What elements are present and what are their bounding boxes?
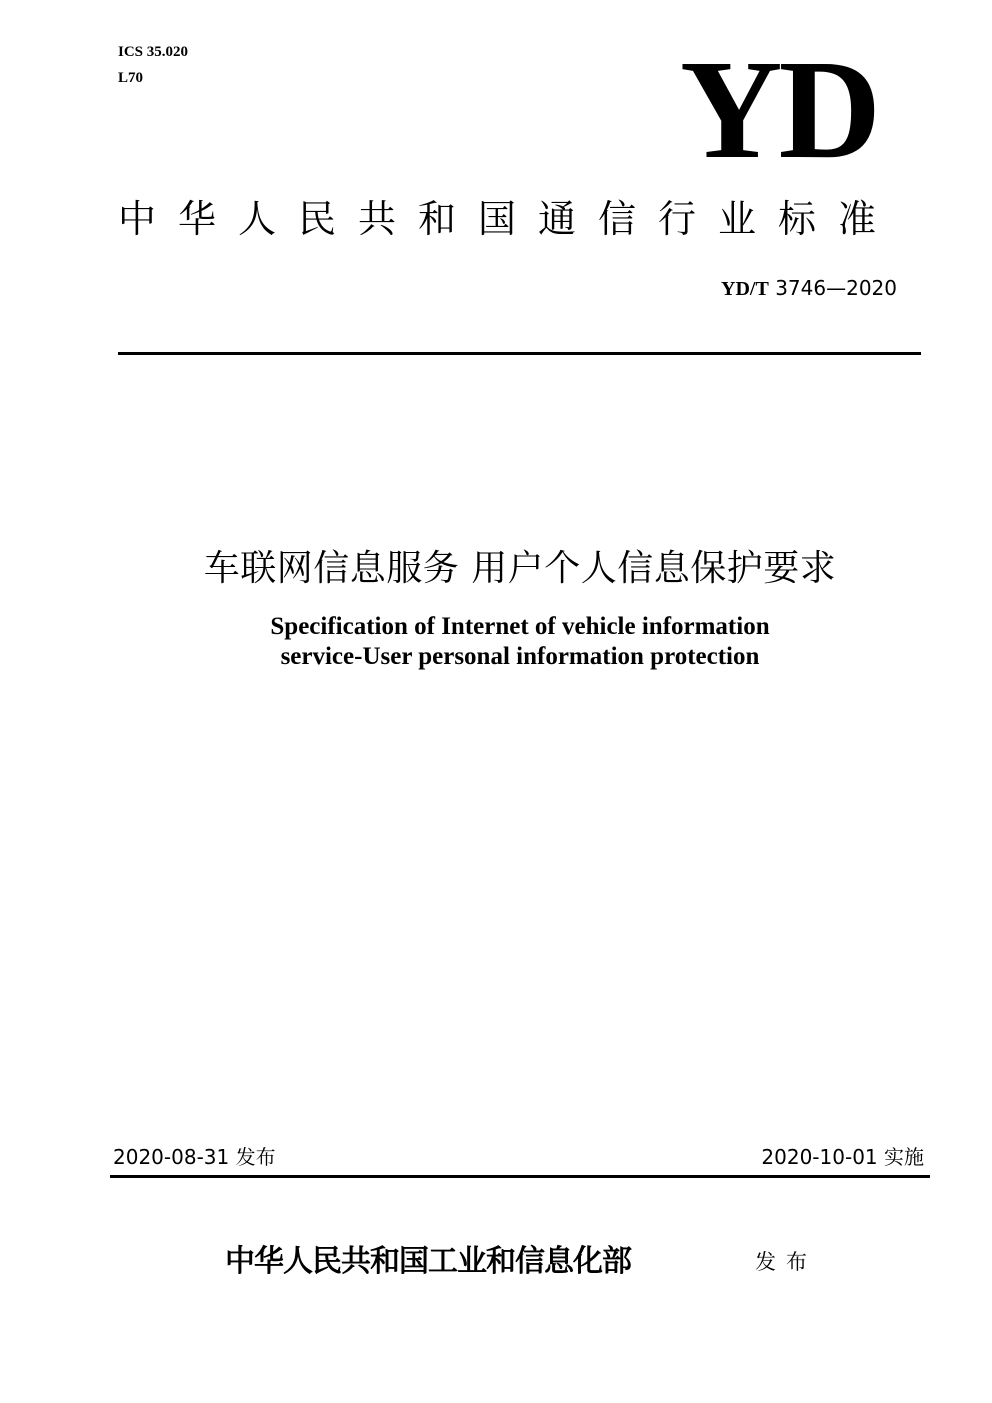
standard-number-value: 3746—2020 xyxy=(775,276,897,300)
title-chinese: 车联网信息服务 用户个人信息保护要求 xyxy=(203,548,837,589)
ics-code: ICS 35.020 xyxy=(118,44,189,60)
bottom-divider xyxy=(110,1175,930,1178)
title-english-line-1: Specification of Internet of vehicle information xyxy=(270,613,770,640)
publish-label: 发布 xyxy=(755,1250,817,1274)
issue-date: 2020-08-31 发布 xyxy=(113,1145,276,1169)
standard-number xyxy=(721,276,897,301)
publisher-name: 中华人民共和国工业和信息化部 xyxy=(225,1244,631,1279)
title-english-line-2: service-User personal information protection xyxy=(280,643,760,670)
title-english xyxy=(0,612,992,672)
standard-category-title: 中华人民共和国通信行业标准 xyxy=(118,197,899,241)
standard-number-prefix: YD/T xyxy=(721,278,769,300)
classification-code: L70 xyxy=(118,70,144,86)
yd-logo: YD xyxy=(680,30,878,188)
top-divider xyxy=(118,352,921,355)
implementation-date: 2020-10-01 实施 xyxy=(761,1145,924,1169)
